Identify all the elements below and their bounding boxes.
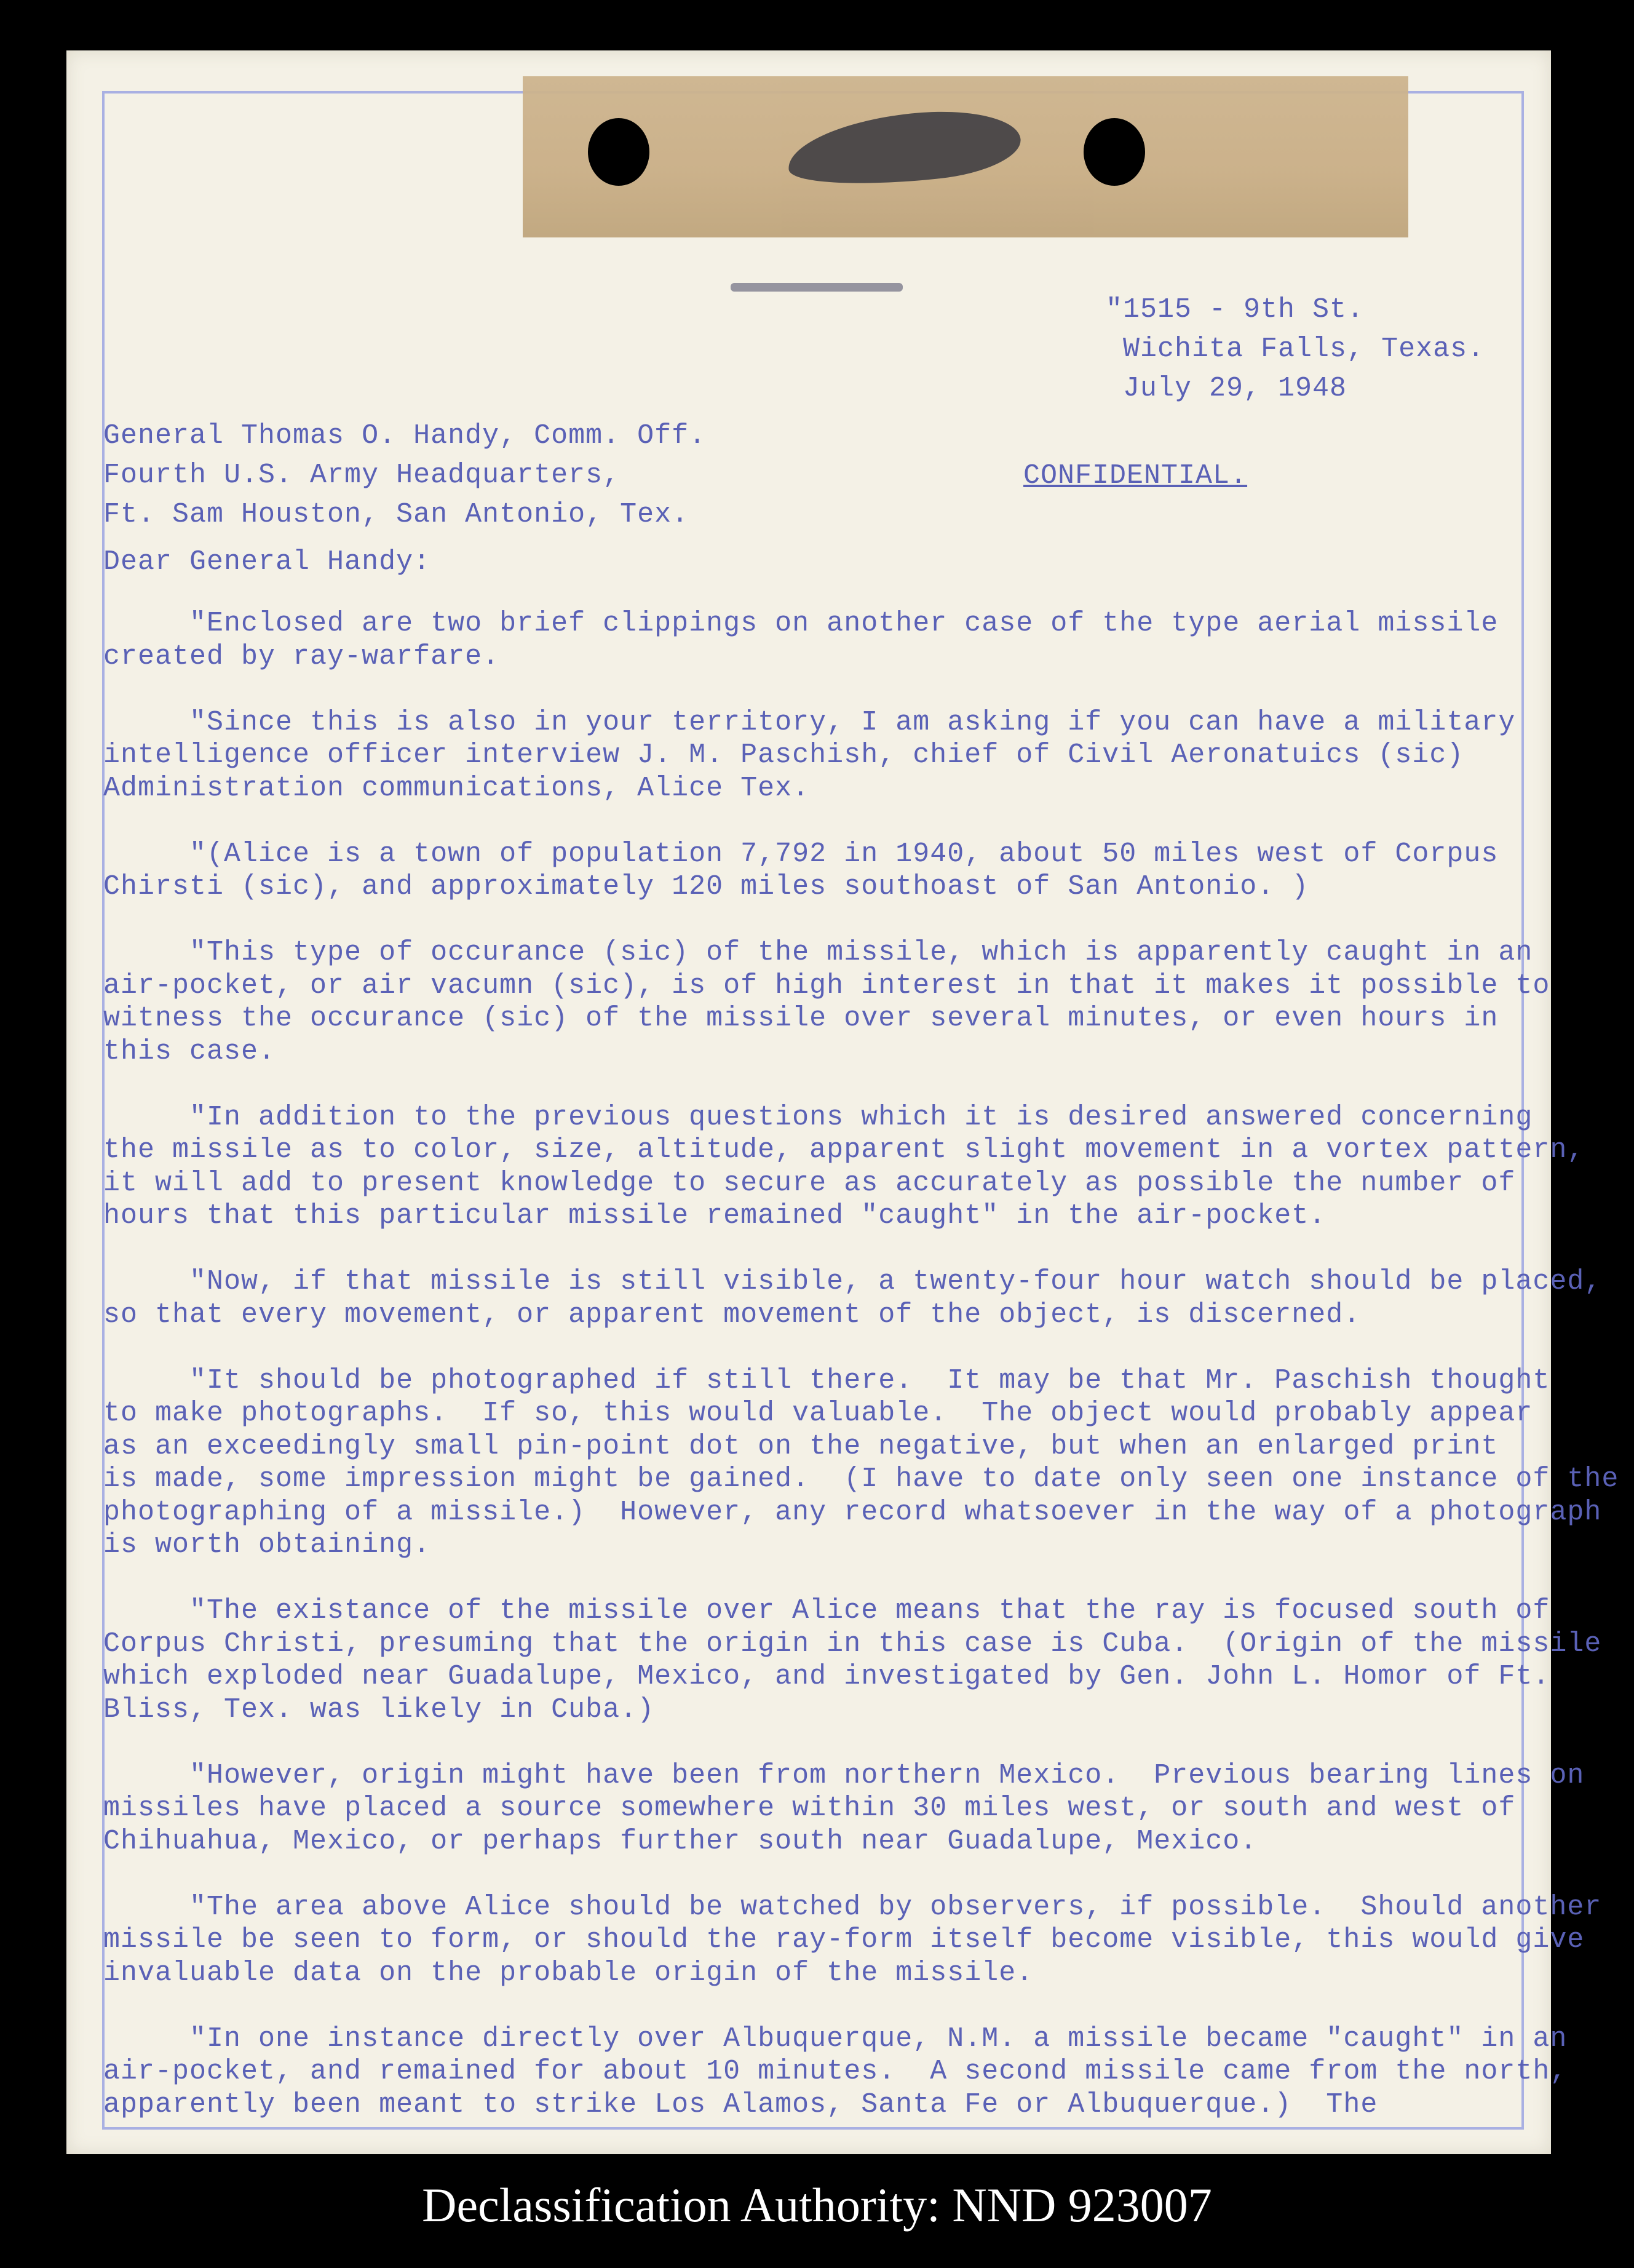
declassification-caption: Declassification Authority: NND 923007 bbox=[422, 2178, 1212, 2232]
letter-body: "Enclosed are two brief clippings on another case of the type aerial missile created by ray-warfare. "Since this is also in your territory, I am asking if you can have a military intelligence officer interview J. M. Paschish, chief of Civil Aeronatuics (sic) Administration communications, Alice Tex. "(Alice is a town of population 7,792 in 1940, about 50 miles west of Corpus Chirsti (sic), and approximately 120 miles southoast of San Antonio. ) "This type of occurance (sic) of the missile, which is apparently caught in an air-pocket, or air vacumn (sic), is of high interest in that it makes it possible to witness the occurance (sic) of the missile over several minutes, or even hours in this case. "In addition to the previous questions which it is desired answered concerning the missile as to color, size, altitude, apparent slight movement in a vortex pattern, it will add to present knowledge to secure as accurately as possible the number of hours that this particular missile remained "caught" in the air-pocket. "Now, if that missile is still visible, a twenty-four hour watch should be placed, so that every movement, or apparent movement of the object, is discerned. "It should be photographed if still there. It may be that Mr. Paschish thought to make photographs. If so, this would valuable. The object would probably appear as an exceedingly small pin-point dot on the negative, but when an enlarged print is made, some impression might be gained. (I have to date only seen one instance of the photographing of a missile.) However, any record whatsoever in the way of a photograph is worth obtaining. "The existance of the missile over Alice means that the ray is focused south of Corpus Christi, presuming that the origin in this case is Cuba. (Origin of the missile which exploded near Guadalupe, Mexico, and investigated by Gen. John L. Homor of Ft. Bliss, Tex. was likely in Cuba.) "However, origin might have been from northern Mexico. Previous bearing lines on missiles have placed a source somewhere within 30 miles west, or south and west of Chihuahua, Mexico, or perhaps further south near Guadalupe, Mexico. "The area above Alice should be watched by observers, if possible. Should another missile be seen to form, or should the ray-form itself become visible, this would give invaluable data on the probable origin of the missile. "In one instance directly over Albuquerque, N.M. a missile became "caught" in an air-pocket, and remained for about 10 minutes. A second missile came from the north, apparently been meant to strike Los Alamos, Santa Fe or Albuquerque.) The bbox=[103, 608, 1619, 2120]
salutation: Dear General Handy: bbox=[103, 546, 431, 578]
redaction-mark bbox=[731, 283, 903, 292]
punch-hole-left bbox=[588, 118, 649, 186]
sender-address: "1515 - 9th St. Wichita Falls, Texas. July 29, 1948 bbox=[1106, 294, 1485, 404]
punch-hole-right bbox=[1084, 118, 1145, 186]
classification-label: CONFIDENTIAL. bbox=[1023, 460, 1248, 491]
masking-tape bbox=[523, 76, 1408, 237]
document-page bbox=[66, 50, 1619, 2154]
ink-smudge bbox=[784, 102, 1023, 194]
recipient-address: General Thomas O. Handy, Comm. Off. Fourth U.S. Army Headquarters, Ft. Sam Houston, San Antonio, Tex. bbox=[103, 420, 707, 530]
